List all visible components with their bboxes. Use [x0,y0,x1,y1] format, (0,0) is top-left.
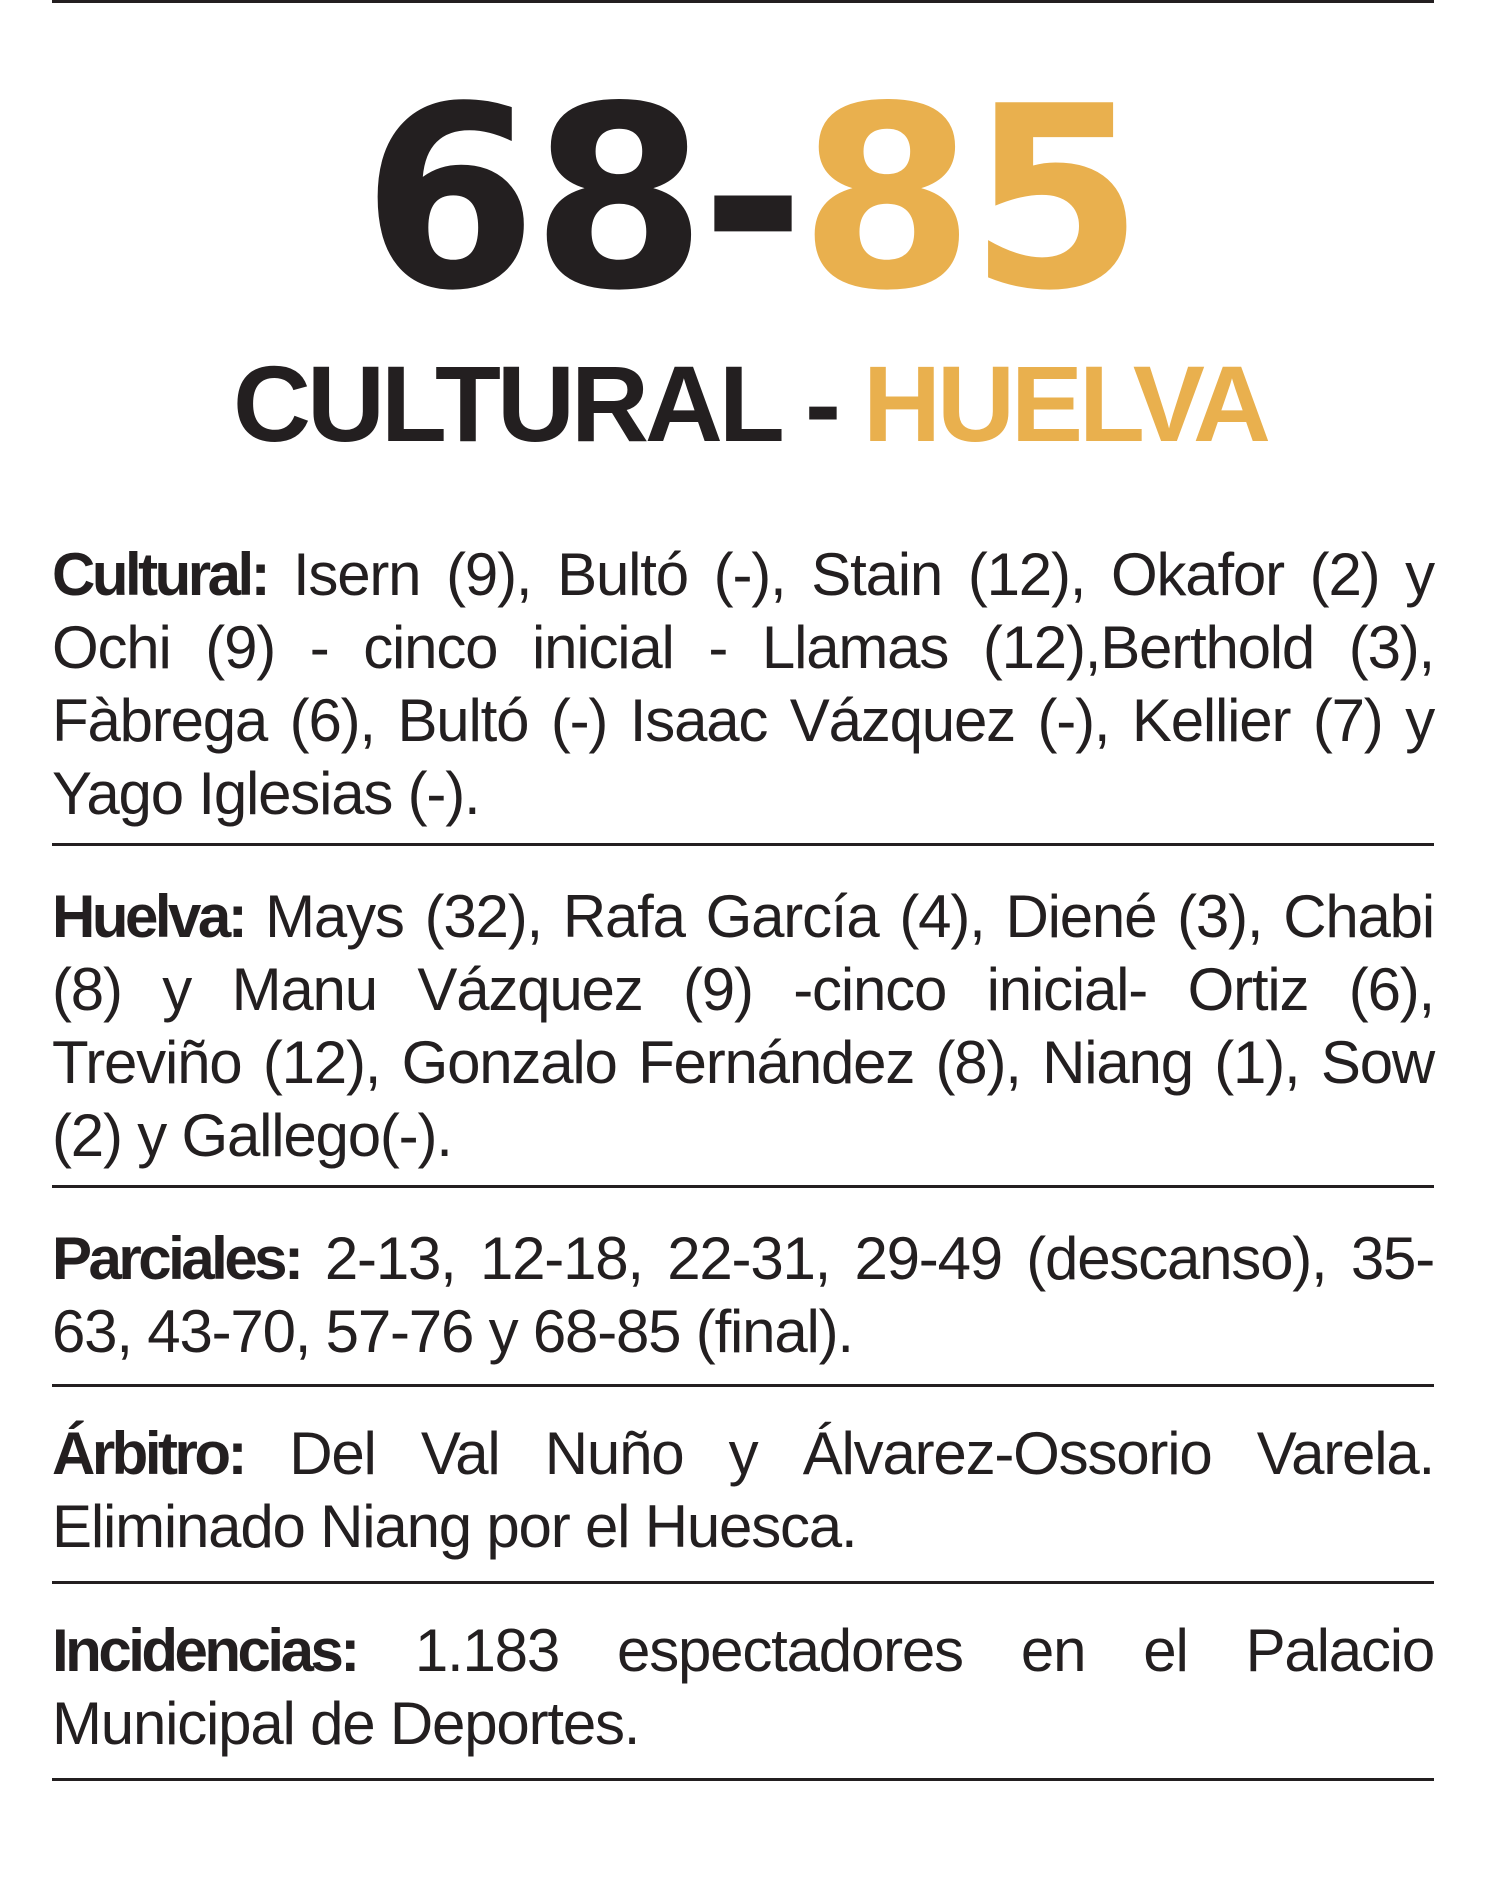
section-divider [52,1185,1434,1188]
section-label: Huelva: [52,883,245,950]
team-separator: - [804,343,837,464]
section-divider [52,1384,1434,1387]
section-cultural-lineup [52,538,1434,830]
team-away: HUELVA [862,343,1267,464]
section-divider [52,1778,1434,1781]
top-divider [52,0,1434,3]
section-text: Isern (9), Bultó (-), Stain (12), Okafor (2) y Ochi (9) - cinco inicial - Llamas (12),Berthold (3), Fàbrega (6), Bultó (-) Isaac Vázquez (-), Kellier (7) y Yago Iglesias (-). [52,541,1434,827]
section-divider [52,1581,1434,1584]
section-label: Cultural: [52,541,268,608]
section-incidencias [52,1614,1434,1760]
section-arbitro [52,1417,1434,1563]
score-home: 68 [362,53,701,346]
team-home: CULTURAL [233,343,779,464]
team-names [0,342,1500,466]
score-away: 85 [799,53,1138,346]
section-text: Mays (32), Rafa García (4), Diené (3), Chabi (8) y Manu Vázquez (9) -cinco inicial- Ortiz (6), Treviño (12), Gonzalo Fernández (8), Niang (1), Sow (2) y Gallego(-). [52,883,1434,1169]
section-text: 2-13, 12-18, 22-31, 29-49 (descanso), 35-63, 43-70, 57-76 y 68-85 (final). [52,1225,1434,1365]
section-text: 1.183 espectadores en el Palacio Municipal de Deportes. [52,1617,1434,1757]
section-divider [52,843,1434,846]
section-label: Árbitro: [52,1420,244,1487]
score-separator: - [700,53,800,346]
final-score [0,55,1500,345]
section-text: Del Val Nuño y Álvarez-Ossorio Varela. Eliminado Niang por el Huesca. [52,1420,1434,1560]
section-label: Incidencias: [52,1617,357,1684]
section-huelva-lineup [52,880,1434,1172]
section-label: Parciales: [52,1225,301,1292]
section-parciales [52,1222,1434,1368]
